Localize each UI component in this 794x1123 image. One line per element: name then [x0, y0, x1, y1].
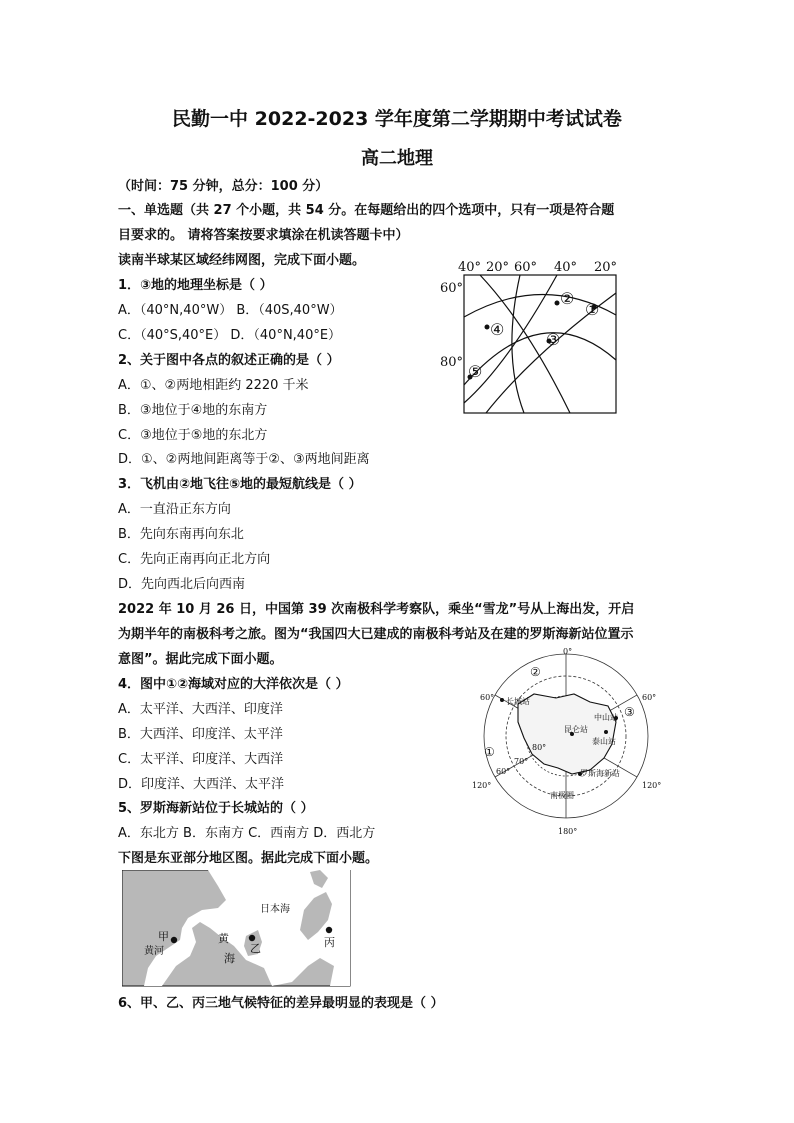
q1-options-ab: A．（40°N,40°W） B．（40S,40°W）: [118, 303, 343, 318]
q6-stem: 6、甲、乙、丙三地气候特征的差异最明显的表现是（ ）: [118, 996, 444, 1011]
east-asia-map: [122, 870, 352, 988]
map-label-yellow-sea-2: 海: [224, 952, 235, 965]
grid-point-2: ②: [560, 289, 575, 308]
q4-option-b: B．大西洋、印度洋、太平洋: [118, 727, 283, 742]
grid-point-5: ⑤: [468, 362, 483, 381]
q5-options: A．东北方 B．东南方 C．西南方 D．西北方: [118, 826, 376, 841]
grid-point-1: ①: [585, 300, 600, 319]
q1-options-cd: C．（40°S,40°E） D．（40°N,40°E）: [118, 328, 342, 343]
q2-option-d: D．①、②两地间距离等于②、③两地间距离: [118, 452, 370, 467]
deg-label: 70°: [514, 757, 529, 766]
grid-point-3: ③: [546, 330, 561, 349]
map-label-yellow-river: 黄河: [144, 946, 164, 957]
deg-label: 180°: [558, 827, 578, 836]
q4-option-c: C．太平洋、印度洋、大西洋: [118, 752, 284, 767]
region-1: ①: [484, 745, 495, 759]
station-label: 昆仑站: [564, 725, 588, 734]
section-heading-line-2: 目要求的。 请将答案按要求填涂在机读答题卡中）: [118, 228, 409, 243]
lat-long-grid-map: [432, 255, 628, 420]
grid-top-label: 40°: [458, 260, 482, 275]
map-label-sea-of-japan: 日本海: [260, 904, 290, 915]
grid-left-label: 80°: [440, 355, 464, 370]
q2-option-c: C．③地位于⑤地的东北方: [118, 428, 268, 443]
q4-5-intro-line-3: 意图”。据此完成下面小题。: [118, 652, 283, 667]
station-label: 中山站: [594, 713, 618, 722]
grid-top-label: 60°: [514, 260, 538, 275]
grid-top-label: 20°: [594, 260, 618, 275]
deg-label: 80°: [532, 743, 547, 752]
section-heading-line-1: 一、单选题（共 27 个小题，共 54 分。在每题给出的四个选项中，只有一项是符合题: [118, 203, 615, 218]
deg-label: 120°: [642, 781, 662, 790]
q2-option-b: B．③地位于④地的东南方: [118, 403, 268, 418]
q5-stem: 5、罗斯海新站位于长城站的（ ）: [118, 801, 314, 816]
map-label-bing: 丙: [324, 936, 335, 949]
grid-left-label: 60°: [440, 281, 464, 296]
exam-info: （时间：75 分钟，总分：100 分）: [118, 179, 329, 194]
grid-point-4: ④: [490, 320, 505, 339]
q4-5-intro-line-1: 2022 年 10 月 26 日，中国第 39 次南极科学考察队，乘坐“雪龙”号从上海出发，开启: [118, 602, 635, 617]
q4-5-intro-line-2: 为期半年的南极科考之旅。图为“我国四大已建成的南极科考站及在建的罗斯海新站位置示: [118, 627, 634, 642]
map-label-jia: 甲: [158, 930, 169, 943]
q2-stem: 2、关于图中各点的叙述正确的是（ ）: [118, 353, 340, 368]
q1-stem: 1．③地的地理坐标是（ ）: [118, 278, 273, 293]
station-label: 罗斯海新站: [580, 769, 620, 778]
grid-top-label: 40°: [554, 260, 578, 275]
antarctic-circle-label: 南极圈: [550, 791, 574, 800]
q4-stem: 4．图中①②海域对应的大洋依次是（ ）: [118, 677, 349, 692]
q3-stem: 3．飞机由②地飞往⑤地的最短航线是（ ）: [118, 477, 362, 492]
grid-top-label: 20°: [486, 260, 510, 275]
station-label: 长城站: [506, 697, 530, 706]
antarctic-stations-map: [466, 646, 666, 836]
map-label-yi: 乙: [250, 942, 261, 955]
deg-label: 60°: [496, 767, 511, 776]
q3-option-a: A．一直沿正东方向: [118, 502, 231, 517]
q4-option-d: D．印度洋、大西洋、太平洋: [118, 777, 285, 792]
q3-option-b: B．先向东南再向东北: [118, 527, 244, 542]
map-label-yellow-sea-1: 黄: [218, 932, 229, 945]
deg-label: 60°: [480, 693, 495, 702]
q3-option-c: C．先向正南再向正北方向: [118, 552, 271, 567]
page-subtitle: 高二地理: [361, 148, 433, 169]
q4-option-a: A．太平洋、大西洋、印度洋: [118, 702, 283, 717]
deg-label: 120°: [472, 781, 492, 790]
deg-label: 0°: [563, 647, 573, 656]
deg-label: 60°: [642, 693, 657, 702]
q2-option-a: A．①、②两地相距约 2220 千米: [118, 378, 309, 393]
q1-3-intro: 读南半球某区域经纬网图，完成下面小题。: [118, 253, 366, 268]
station-label: 泰山站: [592, 737, 616, 746]
region-2: ②: [530, 665, 541, 679]
region-3: ③: [624, 705, 635, 719]
page-title: 民勤一中 2022-2023 学年度第二学期期中考试试卷: [172, 108, 622, 130]
q6-intro: 下图是东亚部分地区图。据此完成下面小题。: [118, 851, 379, 866]
q3-option-d: D．先向西北后向西南: [118, 577, 246, 592]
